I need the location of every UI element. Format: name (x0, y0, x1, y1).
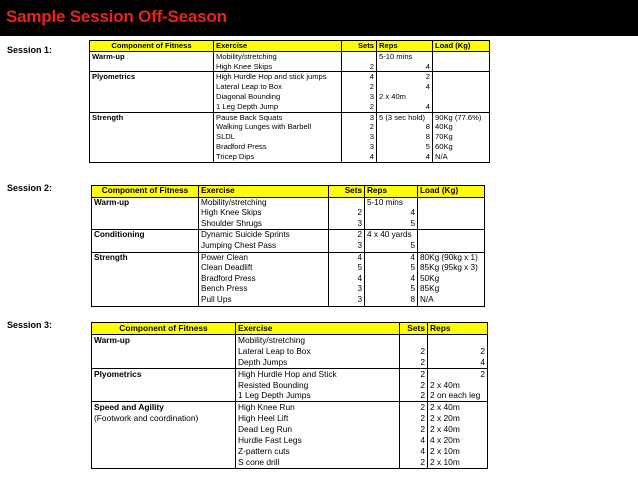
component-cell (92, 368, 236, 379)
table-row (90, 132, 490, 142)
component-cell (90, 152, 214, 162)
table-row (92, 230, 485, 241)
header-row (92, 186, 485, 198)
table-row (90, 112, 490, 122)
component-cell (90, 132, 214, 142)
reps-text: 4 x 40 yards (367, 230, 412, 240)
reps-cell (365, 230, 418, 241)
component-label: Plyometrics (92, 72, 136, 82)
exercise-cell: Depth Jumps (236, 357, 400, 368)
header-exercise: Exercise (199, 186, 329, 198)
load-cell: N/A (433, 152, 490, 162)
exercise-cell: Mobility/stretching (199, 197, 329, 208)
reps-number: 4 (425, 82, 430, 92)
session-3-label: Session 3: (7, 320, 53, 330)
reps-cell (428, 357, 488, 368)
reps-text: 5 (3 sec hold) (379, 112, 426, 122)
table-row (90, 62, 490, 72)
sets-cell: 4 (329, 252, 365, 263)
reps-cell (428, 380, 488, 391)
sets-cell (400, 334, 428, 345)
reps-cell (428, 446, 488, 457)
reps-cell (377, 72, 433, 82)
reps-cell (365, 263, 418, 274)
component-cell (90, 72, 214, 82)
load-cell: 85Kg (418, 284, 485, 295)
header-reps: Reps (377, 41, 433, 52)
reps-cell (365, 197, 418, 208)
session-3-table (91, 322, 488, 469)
reps-number: 4 (410, 252, 415, 262)
reps-cell (377, 142, 433, 152)
sets-cell: 2 (400, 424, 428, 435)
component-cell (92, 346, 236, 357)
sets-cell: 2 (400, 368, 428, 379)
header-sets: Sets (400, 323, 428, 335)
header-load: Load (Kg) (418, 186, 485, 198)
reps-text: 2 x 40m (430, 379, 460, 390)
exercise-cell: High Knee Skips (214, 62, 342, 72)
table-row (92, 380, 488, 391)
sets-cell: 2 (329, 230, 365, 241)
sets-cell: 2 (342, 82, 377, 92)
header-load: Load (Kg) (433, 41, 490, 52)
exercise-cell: High Hurdle Hop and stick jumps (214, 72, 342, 82)
reps-number: 4 (480, 356, 485, 367)
sets-cell: 2 (329, 208, 365, 219)
table-row (90, 142, 490, 152)
component-cell (92, 274, 199, 285)
session-2-label: Session 2: (7, 183, 53, 193)
load-cell (433, 102, 490, 112)
sets-cell: 2 (342, 62, 377, 72)
table-row (90, 72, 490, 82)
load-cell (433, 62, 490, 72)
component-cell (90, 112, 214, 122)
load-cell: 85Kg (95kg x 3) (418, 263, 485, 274)
header-row (90, 41, 490, 52)
table-row (92, 252, 485, 263)
exercise-cell: Resisted Bounding (236, 380, 400, 391)
reps-number: 5 (425, 141, 430, 151)
exercise-cell: High Hurdle Hop and Stick (236, 368, 400, 379)
component-cell (90, 92, 214, 102)
sets-cell: 3 (342, 112, 377, 122)
session-1-table (89, 40, 490, 163)
component-cell (92, 241, 199, 252)
reps-cell (377, 122, 433, 132)
table-row (92, 263, 485, 274)
sets-cell: 4 (400, 446, 428, 457)
load-cell (418, 219, 485, 230)
component-cell (92, 219, 199, 230)
exercise-cell: Power Clean (199, 252, 329, 263)
page-title: Sample Session Off-Season (6, 7, 227, 26)
component-cell (92, 413, 236, 424)
exercise-cell: Shoulder Shrugs (199, 219, 329, 230)
reps-text: 2 x 10m (430, 445, 460, 456)
load-cell: 40Kg (433, 122, 490, 132)
exercise-cell: Bradford Press (214, 142, 342, 152)
reps-cell (377, 51, 433, 61)
sets-cell: 2 (400, 346, 428, 357)
table-row (92, 446, 488, 457)
component-cell (90, 51, 214, 61)
reps-number: 2 (425, 72, 430, 82)
load-cell (418, 230, 485, 241)
header-exercise: Exercise (214, 41, 342, 52)
reps-cell (365, 219, 418, 230)
reps-number: 4 (410, 273, 415, 283)
reps-cell (377, 92, 433, 102)
sets-cell: 4 (342, 152, 377, 162)
reps-cell (377, 112, 433, 122)
component-cell (92, 208, 199, 219)
reps-cell (365, 295, 418, 306)
component-cell (92, 446, 236, 457)
exercise-cell: Walking Lunges with Barbell (214, 122, 342, 132)
load-cell (433, 92, 490, 102)
load-cell: N/A (418, 295, 485, 306)
sets-cell: 2 (400, 390, 428, 401)
component-cell (90, 62, 214, 72)
reps-number: 5 (410, 218, 415, 228)
load-cell: 90Kg (77.6%) (433, 112, 490, 122)
component-cell (92, 230, 199, 241)
reps-cell (428, 402, 488, 413)
load-cell: 50Kg (418, 274, 485, 285)
exercise-cell: Dynamic Suicide Sprints (199, 230, 329, 241)
component-cell (92, 402, 236, 413)
reps-number: 4 (425, 61, 430, 71)
component-label: Speed and Agility (94, 402, 164, 413)
exercise-cell: Lateral Leap to Box (236, 346, 400, 357)
exercise-cell: Bradford Press (199, 274, 329, 285)
exercise-cell: High Heel Lift (236, 413, 400, 424)
reps-text: 2 x 40m (379, 91, 407, 101)
session-2-table (91, 185, 485, 307)
exercise-cell: High Knee Skips (199, 208, 329, 219)
reps-cell (377, 62, 433, 72)
table-row (92, 197, 485, 208)
table-row (90, 82, 490, 92)
header-sets: Sets (329, 186, 365, 198)
sets-cell (342, 51, 377, 61)
exercise-cell: Jumping Chest Pass (199, 241, 329, 252)
reps-number: 4 (425, 151, 430, 161)
table-row (92, 413, 488, 424)
header-exercise: Exercise (236, 323, 400, 335)
load-cell (433, 72, 490, 82)
reps-cell (365, 252, 418, 263)
sets-cell: 2 (400, 380, 428, 391)
exercise-cell: Mobility/stretching (236, 334, 400, 345)
component-cell (92, 390, 236, 401)
component-label: Warm-up (94, 334, 130, 345)
sets-cell: 3 (342, 132, 377, 142)
component-cell (92, 357, 236, 368)
component-cell (92, 424, 236, 435)
load-cell: 80Kg (90kg x 1) (418, 252, 485, 263)
reps-number: 8 (410, 294, 415, 304)
component-cell (92, 284, 199, 295)
table-row (92, 284, 485, 295)
sets-cell (329, 197, 365, 208)
sets-cell: 2 (400, 413, 428, 424)
component-label: Warm-up (92, 51, 125, 61)
table-row (92, 457, 488, 468)
sets-cell: 2 (400, 457, 428, 468)
reps-text: 2 on each leg (430, 390, 481, 401)
reps-cell (365, 274, 418, 285)
header-row (92, 323, 488, 335)
reps-cell (377, 132, 433, 142)
exercise-cell: Pause Back Squats (214, 112, 342, 122)
table-row (90, 122, 490, 132)
table-row (92, 219, 485, 230)
sets-cell: 3 (329, 241, 365, 252)
sets-cell: 4 (342, 72, 377, 82)
exercise-cell: Clean Deadlift (199, 263, 329, 274)
sets-cell: 2 (400, 402, 428, 413)
reps-number: 8 (425, 132, 430, 142)
load-cell (418, 241, 485, 252)
sets-cell: 4 (400, 435, 428, 446)
header-component: Component of Fitness (92, 323, 236, 335)
exercise-cell: Mobility/stretching (214, 51, 342, 61)
table-row (92, 424, 488, 435)
component-cell (90, 122, 214, 132)
session-1-label: Session 1: (7, 45, 53, 55)
reps-cell (428, 413, 488, 424)
exercise-cell: Dead Leg Run (236, 424, 400, 435)
component-label: Strength (92, 112, 124, 122)
header-reps: Reps (428, 323, 488, 335)
table-row (92, 402, 488, 413)
component-cell (92, 252, 199, 263)
sets-cell: 3 (329, 295, 365, 306)
header-reps: Reps (365, 186, 418, 198)
exercise-cell: Z-pattern cuts (236, 446, 400, 457)
table-row (92, 274, 485, 285)
reps-text: 2 x 20m (430, 413, 460, 424)
sets-cell: 4 (329, 274, 365, 285)
load-cell: 60Kg (433, 142, 490, 152)
table-row (92, 435, 488, 446)
exercise-cell: Tricep Dips (214, 152, 342, 162)
reps-cell (428, 424, 488, 435)
reps-cell (428, 368, 488, 379)
reps-text: 5-10 mins (367, 197, 403, 207)
reps-number: 4 (410, 208, 415, 218)
exercise-cell: S cone drill (236, 457, 400, 468)
header-sets: Sets (342, 41, 377, 52)
table-row (92, 295, 485, 306)
table-row (90, 51, 490, 61)
component-label: Warm-up (94, 197, 130, 207)
component-cell (92, 263, 199, 274)
table-row (90, 102, 490, 112)
component-label: Plyometrics (94, 368, 142, 379)
sets-cell: 2 (342, 102, 377, 112)
header-component: Component of Fitness (90, 41, 214, 52)
exercise-cell: 1 Leg Depth Jump (214, 102, 342, 112)
component-cell (90, 102, 214, 112)
table-row (92, 390, 488, 401)
reps-text: 2 x 40m (430, 402, 460, 413)
exercise-cell: 1 Leg Depth Jumps (236, 390, 400, 401)
component-label: Conditioning (94, 230, 145, 240)
sets-cell: 5 (329, 263, 365, 274)
table-row (92, 208, 485, 219)
reps-cell (428, 435, 488, 446)
exercise-cell: Diagonal Bounding (214, 92, 342, 102)
reps-number: 2 (480, 345, 485, 356)
component-label: Strength (94, 252, 128, 262)
sets-cell: 3 (342, 142, 377, 152)
component-cell (92, 334, 236, 345)
sets-cell: 2 (342, 122, 377, 132)
sets-cell: 3 (329, 284, 365, 295)
table-row (92, 346, 488, 357)
reps-cell (365, 208, 418, 219)
component-cell (92, 457, 236, 468)
load-cell (418, 197, 485, 208)
reps-cell (428, 457, 488, 468)
reps-cell (377, 102, 433, 112)
reps-text: 4 x 20m (430, 435, 460, 446)
table-row (90, 92, 490, 102)
reps-cell (365, 241, 418, 252)
exercise-cell: High Knee Run (236, 402, 400, 413)
component-cell (92, 380, 236, 391)
reps-cell (428, 346, 488, 357)
title-bar (0, 0, 638, 36)
reps-cell (377, 82, 433, 92)
component-cell (92, 197, 199, 208)
load-cell: 70Kg (433, 132, 490, 142)
reps-cell (428, 334, 488, 345)
table-row (92, 334, 488, 345)
sets-cell: 2 (400, 357, 428, 368)
load-cell (433, 51, 490, 61)
table-row (92, 241, 485, 252)
table-row (90, 152, 490, 162)
reps-cell (377, 152, 433, 162)
component-sublabel: (Footwork and coordination) (94, 413, 199, 424)
exercise-cell: SLDL (214, 132, 342, 142)
reps-cell (365, 284, 418, 295)
reps-text: 2 x 40m (430, 424, 460, 435)
reps-number: 5 (410, 284, 415, 294)
reps-number: 5 (410, 240, 415, 250)
component-cell (90, 82, 214, 92)
reps-text: 5-10 mins (379, 51, 413, 61)
load-cell (433, 82, 490, 92)
exercise-cell: Bench Press (199, 284, 329, 295)
load-cell (418, 208, 485, 219)
table-row (92, 357, 488, 368)
reps-number: 4 (425, 101, 430, 111)
component-cell (92, 295, 199, 306)
reps-text: 2 x 10m (430, 456, 460, 467)
reps-number: 5 (410, 263, 415, 273)
component-cell (90, 142, 214, 152)
reps-number: 2 (480, 368, 485, 379)
reps-cell (428, 390, 488, 401)
exercise-cell: Pull Ups (199, 295, 329, 306)
reps-number: 8 (425, 122, 430, 132)
table-row (92, 368, 488, 379)
exercise-cell: Hurdle Fast Legs (236, 435, 400, 446)
header-component: Component of Fitness (92, 186, 199, 198)
sets-cell: 3 (329, 219, 365, 230)
exercise-cell: Lateral Leap to Box (214, 82, 342, 92)
component-cell (92, 435, 236, 446)
sets-cell: 3 (342, 92, 377, 102)
